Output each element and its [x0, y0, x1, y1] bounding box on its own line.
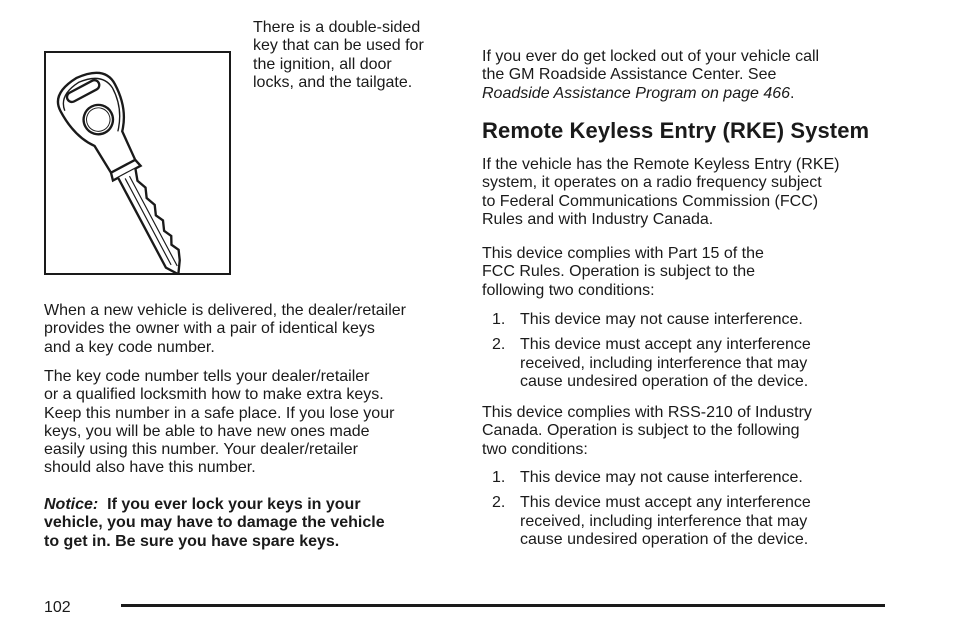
fcc-conditions-list — [482, 311, 902, 398]
key-illustration — [44, 51, 231, 275]
roadside-assistance-link[interactable]: Roadside Assistance Program on page 466 — [482, 84, 791, 102]
list-item: 2. This device must accept any interference received, including interference that may cause undesired operation of the device. — [492, 494, 811, 548]
key-icon — [46, 53, 229, 273]
locked-out-paragraph: If you ever do get locked out of your vehicle call the GM Roadside Assistance Center. See Roadside Assistance Program on page 466. — [482, 48, 820, 102]
rss-paragraph: This device complies with RSS-210 of Industry Canada. Operation is subject to the following two conditions: — [482, 404, 812, 458]
list-item: 2. This device must accept any interference received, including interference that may cause undesired operation of the device. — [492, 336, 811, 390]
list-item: 1. This device may not cause interference. — [492, 469, 803, 486]
key-code-paragraph: The key code number tells your dealer/retailer or a qualified locksmith how to make extra keys. Keep this number in a safe place. If you lose your keys, you will be able to have new ones made easily using this number. Your dealer/retailer should also have this number. — [44, 368, 395, 477]
list-item: 1. This device may not cause interference. — [492, 311, 803, 328]
fcc-paragraph: This device complies with Part 15 of the FCC Rules. Operation is subject to the following two conditions: — [482, 245, 764, 299]
rke-section-heading: Remote Keyless Entry (RKE) System — [482, 118, 870, 143]
page-number: 102 — [44, 599, 71, 616]
notice-label: Notice: — [44, 496, 99, 513]
rss-conditions-list — [482, 469, 902, 556]
key-intro-text: There is a double-sided key that can be used for the ignition, all door locks, and the tailgate. — [253, 19, 424, 91]
footer-rule — [121, 604, 885, 607]
rke-intro-paragraph: If the vehicle has the Remote Keyless Entry (RKE) system, it operates on a radio frequency subject to Federal Communications Commission (FCC) Rules and with Industry Canada. — [482, 156, 840, 228]
notice-paragraph: Notice: If you ever lock your keys in your vehicle, you may have to damage the vehicle to get in. Be sure you have spare keys. — [44, 496, 385, 550]
delivery-paragraph: When a new vehicle is delivered, the dealer/retailer provides the owner with a pair of identical keys and a key code number. — [44, 302, 406, 356]
